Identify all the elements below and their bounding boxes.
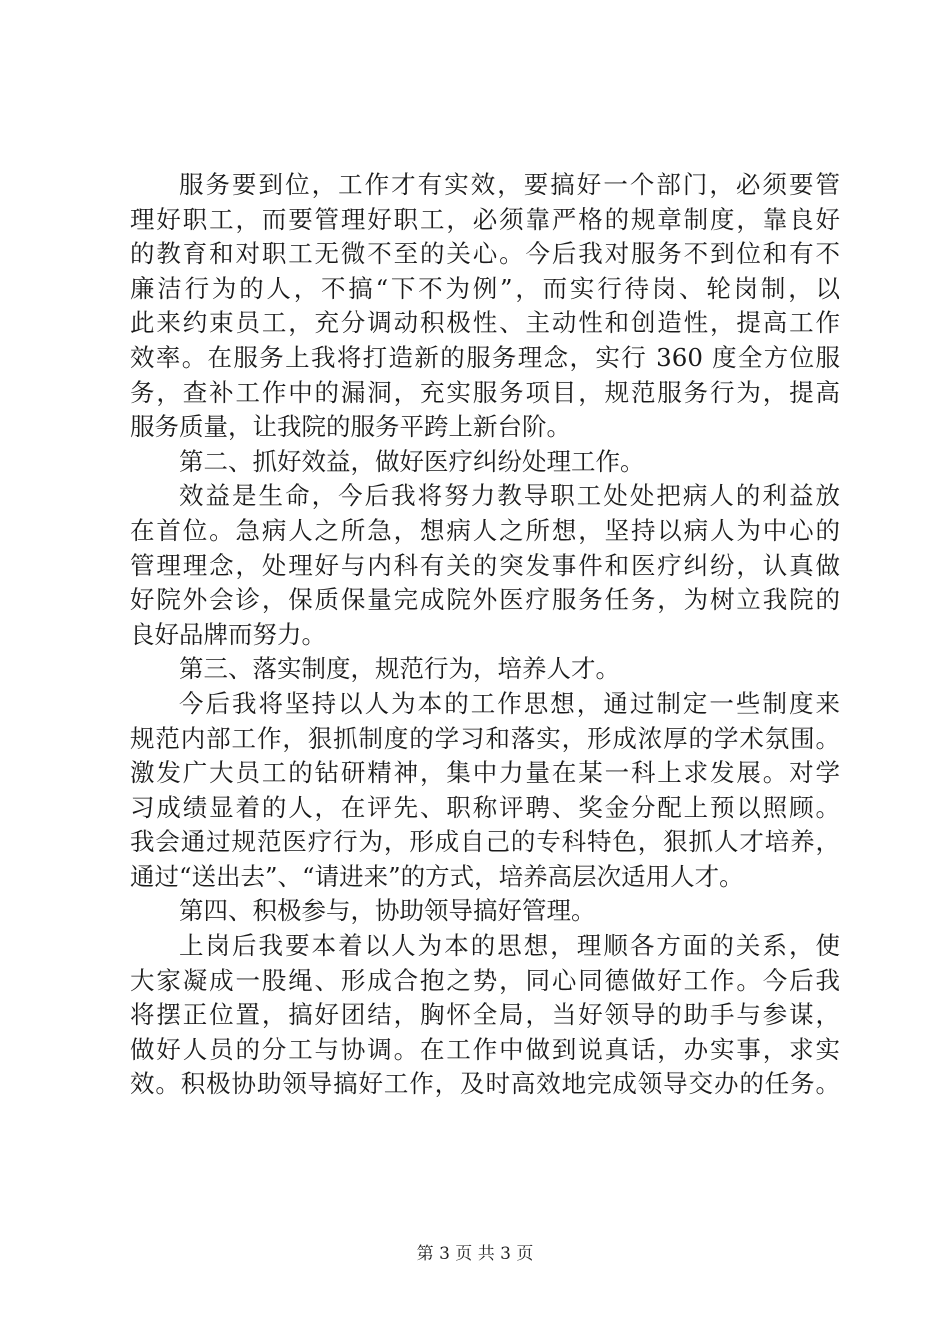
text-line: 管理理念，处理好与内科有关的突发事件和医疗纠纷，认真做 [130,550,840,580]
text-line: 上岗后我要本着以人为本的思想，理顺各方面的关系，使 [179,931,840,961]
text-line: 的教育和对职工无微不至的关心。今后我对服务不到位和有不 [130,239,840,269]
text-line: 规范内部工作，狠抓制度的学习和落实，形成浓厚的学术氛围。 [130,723,840,753]
paragraph [130,687,840,895]
page-footer [0,1243,950,1265]
text-line: 服务质量，让我院的服务平跨上新台阶。 [130,412,571,442]
text-line: 激发广大员工的钻研精神，集中力量在某一科上求发展。对学 [130,758,840,788]
text-line: 今后我将坚持以人为本的工作思想，通过制定一些制度来 [179,688,840,718]
text-line: 好院外会诊，保质保量完成院外医疗服务任务，为树立我院的 [130,585,840,615]
text-line: 第四、积极参与，协助领导搞好管理。 [179,896,596,926]
paragraph [130,479,840,652]
text-line: 效率。在服务上我将打造新的服务理念，实行 360 度全方位服 [130,342,840,372]
text-line: 通过“送出去”、“请进来”的方式，培养高层次适用人才。 [130,861,744,891]
text-line: 做好人员的分工与协调。在工作中做到说真话，办实事，求实 [130,1034,840,1064]
page-number-label: 第 3 页 共 3 页 [416,1244,534,1264]
paragraph [130,168,840,445]
text-line: 将摆正位置，搞好团结，胸怀全局，当好领导的助手与参谋， [130,1000,840,1030]
section-heading [130,445,840,480]
text-line: 务，查补工作中的漏洞，充实服务项目，规范服务行为，提高 [130,377,840,407]
text-line: 习成绩显着的人，在评先、职称评聘、奖金分配上预以照顾。 [130,792,840,822]
text-line: 效益是生命，今后我将努力教导职工处处把病人的利益放 [179,481,840,511]
section-heading [130,894,840,929]
text-line: 此来约束员工，充分调动积极性、主动性和创造性，提高工作 [130,308,840,338]
body-text [130,168,840,1102]
section-heading [130,652,840,687]
text-line: 效。积极协助领导搞好工作，及时高效地完成领导交办的任务。 [130,1069,840,1099]
text-line: 第二、抓好效益，做好医疗纠纷处理工作。 [179,446,645,476]
paragraph [130,929,840,1102]
text-line: 理好职工，而要管理好职工，必须靠严格的规章制度，靠良好 [130,204,840,234]
text-line: 第三、落实制度，规范行为，培养人才。 [179,654,620,684]
text-line: 廉洁行为的人，不搞“下不为例”，而实行待岗、轮岗制，以 [130,273,840,303]
text-line: 良好品牌而努力。 [130,619,326,649]
text-line: 服务要到位，工作才有实效，要搞好一个部门，必须要管 [179,170,840,199]
text-line: 在首位。急病人之所急，想病人之所想，坚持以病人为中心的 [130,515,840,545]
text-line: 大家凝成一股绳、形成合抱之势，同心同德做好工作。今后我 [130,965,840,995]
text-line: 我会通过规范医疗行为，形成自己的专科特色，狠抓人才培养， [130,827,840,857]
